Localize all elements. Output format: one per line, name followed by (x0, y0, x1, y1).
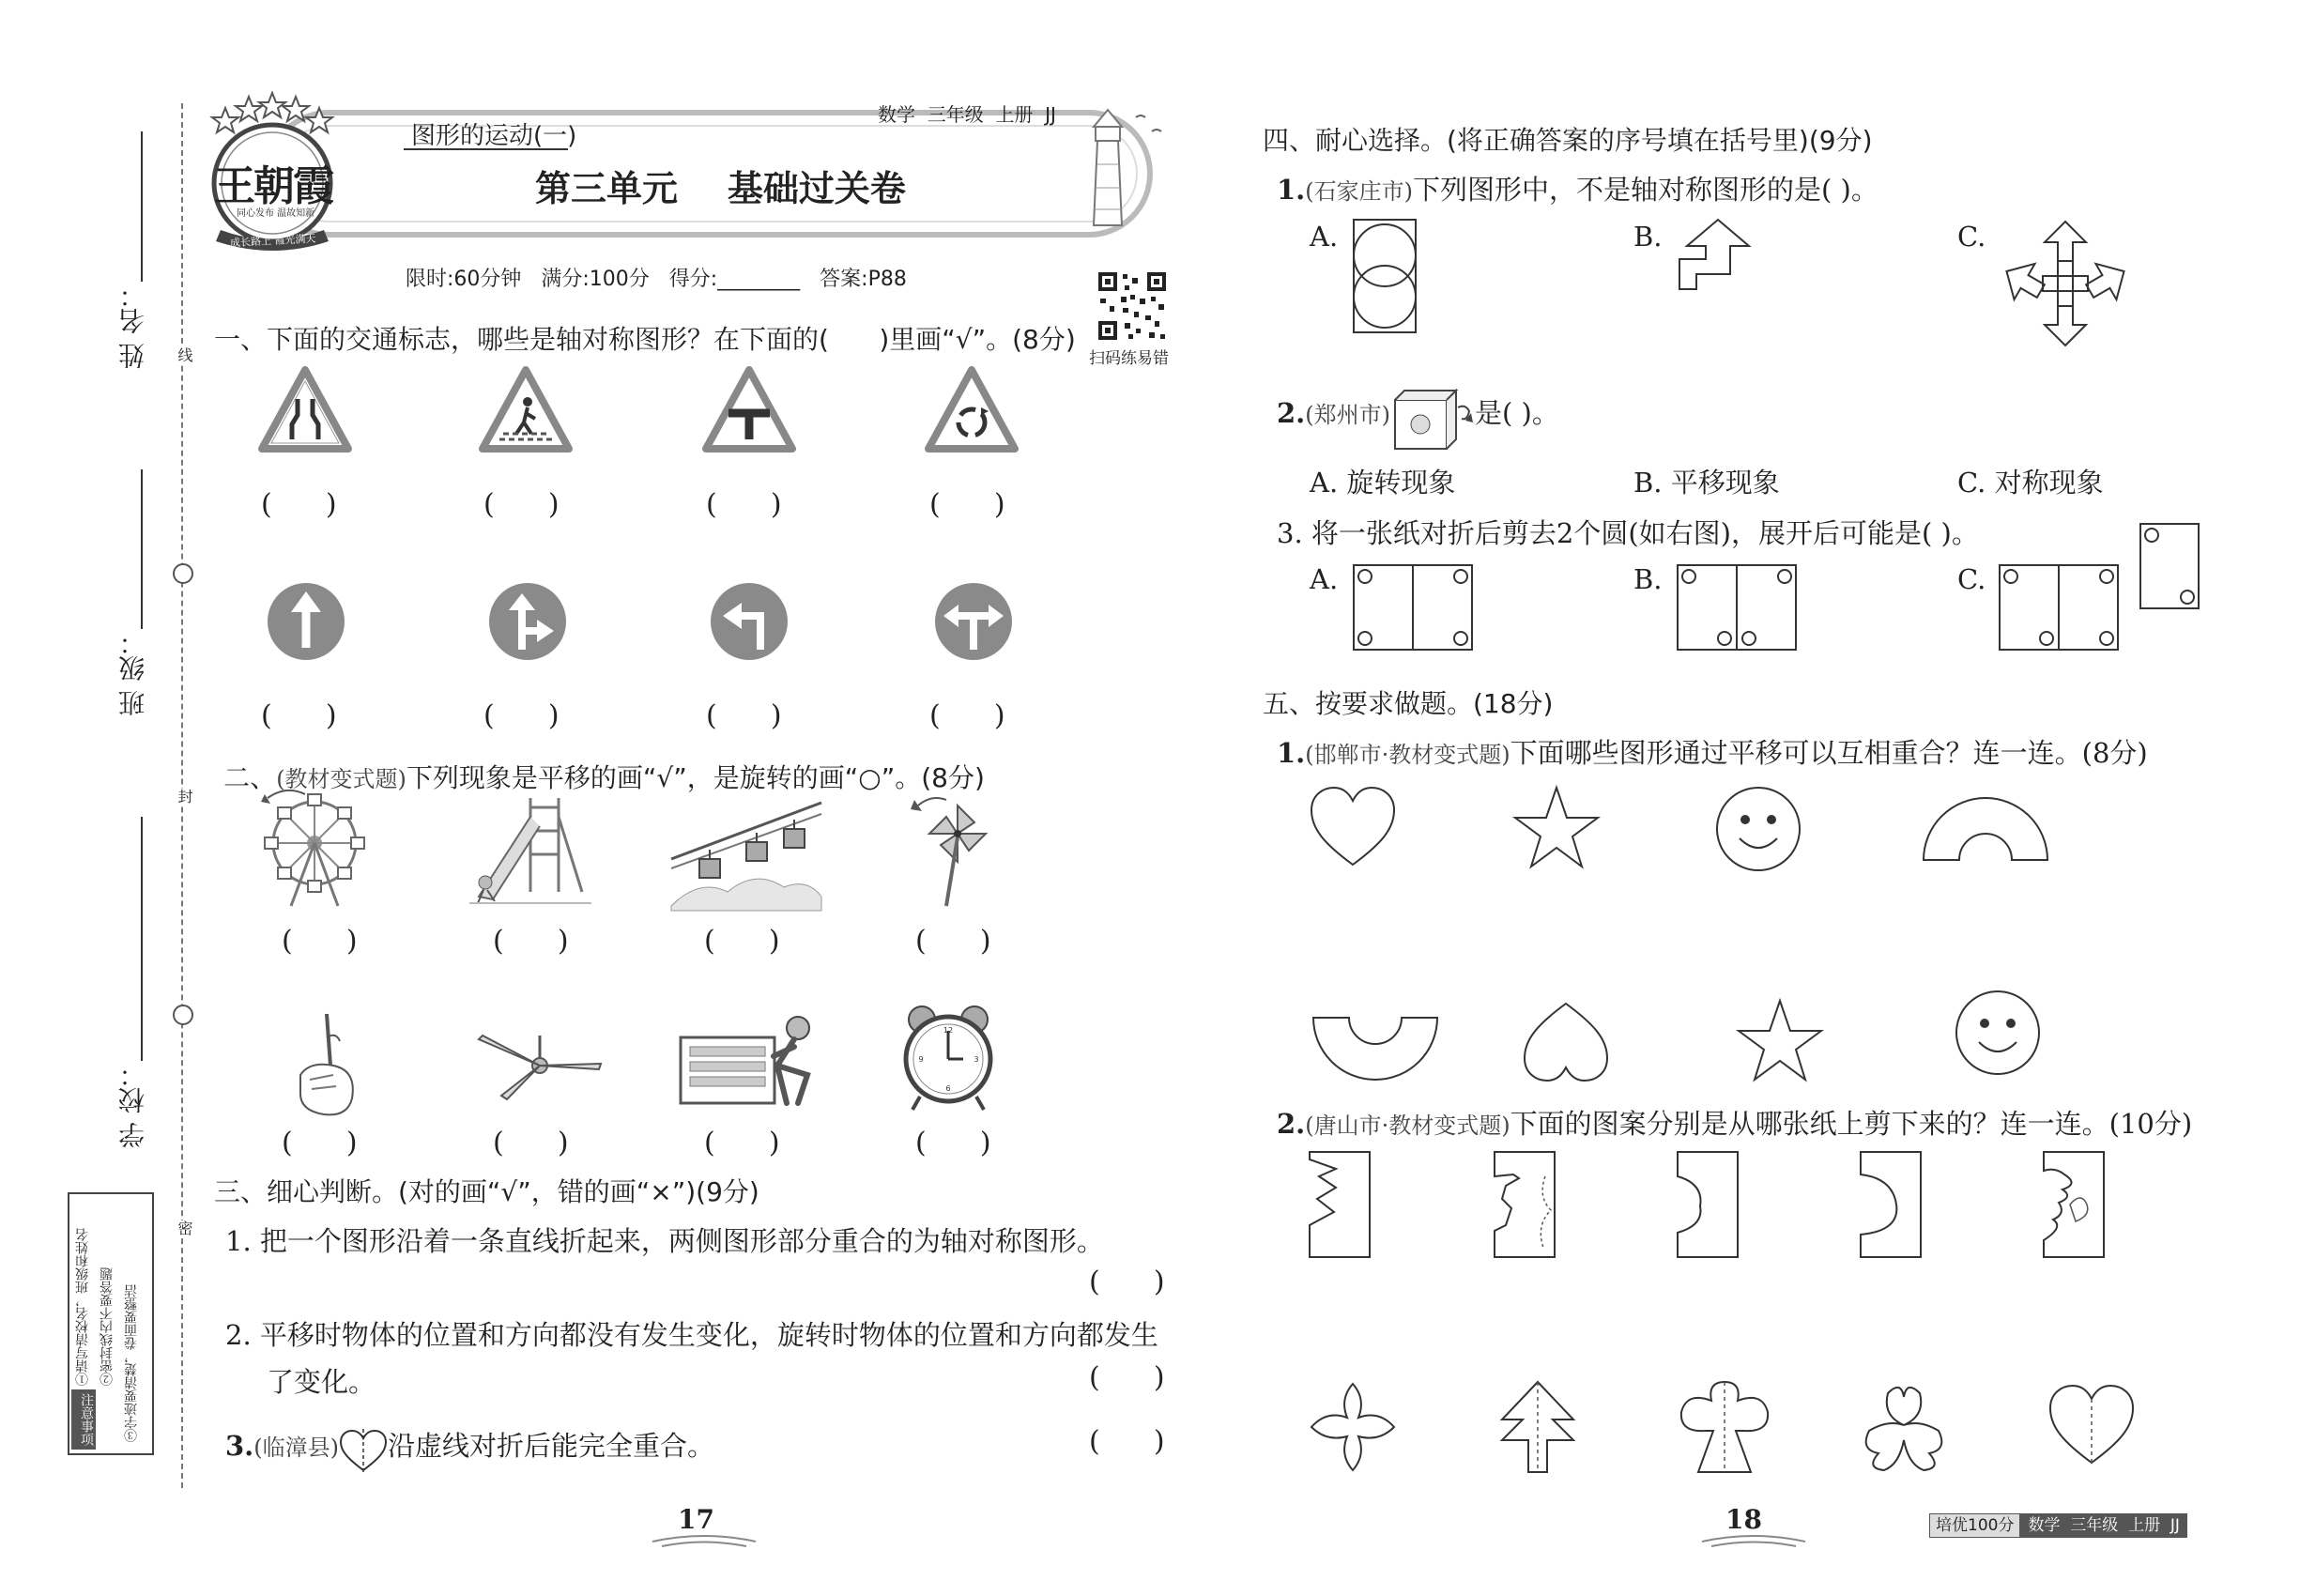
sec3-q1: 1. 把一个图形沿着一条直线折起来，两侧图形部分重合的为轴对称图形。 (225, 1225, 1104, 1257)
sec2-answer-3[interactable]: ( ) (704, 925, 780, 958)
sec3-q3-text: 沿虚线对折后能完全重合。 (388, 1430, 715, 1462)
sec4-q3-opt-c-label: C. (1957, 563, 1986, 595)
sec5-q2-text: 下面的图案分别是从哪张纸上剪下来的？连一连。(10分) (1510, 1108, 2193, 1140)
sec2-answer-6[interactable]: ( ) (493, 1127, 569, 1159)
qr-code-icon (1096, 270, 1168, 342)
mushroom-pattern[interactable] (1676, 1378, 1773, 1476)
sec1-heading: 一、下面的交通标志，哪些是轴对称图形？在下面的( )里画“√”。(8分) (214, 324, 1076, 355)
star-shape-bottom[interactable] (1735, 997, 1825, 1083)
sec4-q2-opt-c: C. 对称现象 (1957, 467, 2104, 499)
bent-arrow-shape (1676, 218, 1760, 293)
sec5-q1-tag: (邯郸市·教材变式题) (1305, 742, 1510, 768)
cable-car-icon (671, 793, 821, 915)
smiley-shape-bottom[interactable] (1953, 988, 2043, 1078)
clover-pattern[interactable] (1854, 1378, 1954, 1476)
ceiling-fan-icon (469, 1028, 610, 1103)
sign-roundabout-icon (925, 366, 1019, 453)
folded-paper-4[interactable] (1859, 1150, 1924, 1261)
pinwheel-icon (901, 789, 1004, 911)
sec4-q1-tag: (石家庄市) (1305, 178, 1414, 205)
logo-sub1: 同心发布 温故知新 (237, 208, 315, 219)
slide-icon (465, 789, 596, 911)
cut-dot-2 (173, 1005, 193, 1025)
folded-paper-1[interactable] (1308, 1150, 1373, 1261)
school-label: 学 校： (117, 1061, 148, 1148)
two-circles-shape (1352, 218, 1418, 335)
sign-narrow-road-icon (258, 366, 352, 453)
sec4-q1-text: 下列图形中，不是轴对称图形的是( )。 (1413, 174, 1878, 206)
sec1-answer-7[interactable]: ( ) (706, 699, 782, 732)
unfolded-paper-c (1998, 563, 2120, 652)
jack-in-box-icon (1390, 383, 1475, 453)
ferris-wheel-icon (253, 789, 376, 911)
sign-turn-left-icon (710, 582, 789, 661)
unfolded-paper-b (1676, 563, 1798, 652)
page-ornament-right (1697, 1532, 1810, 1551)
heart-shape-bottom[interactable] (1521, 1000, 1611, 1084)
sign-pedestrian-icon (479, 366, 573, 453)
sec1-answer-3[interactable]: ( ) (706, 488, 782, 521)
class-label: 班 级： (117, 629, 148, 716)
sec3-answer-2[interactable]: ( ) (1089, 1361, 1165, 1394)
page-ornament-left (648, 1532, 760, 1551)
svg-text:9: 9 (918, 1055, 924, 1064)
sec2-answer-2[interactable]: ( ) (493, 925, 569, 958)
sign-straight-icon (267, 582, 345, 661)
sec4-q2-num: 2. (1277, 397, 1306, 429)
sec4-q3-opt-a-label: A. (1310, 563, 1339, 595)
arch-shape-bottom[interactable] (1310, 1014, 1441, 1084)
sec2-answer-7[interactable]: ( ) (704, 1127, 780, 1159)
sec2-heading-tag: (教材变式题) (276, 766, 406, 792)
sec3-answer-1[interactable]: ( ) (1089, 1266, 1165, 1298)
exam-info: 限时:60分钟 满分:100分 得分:________ 答案:P88 (406, 268, 907, 291)
sec2-heading-post: 下列现象是平移的画“√”，是旋转的画“○”。(8分) (406, 762, 985, 793)
cut-mark-3: 密 (176, 1220, 193, 1235)
name-line (141, 131, 143, 282)
sign-left-right-icon (934, 582, 1013, 661)
four-arrows-shape (2000, 218, 2131, 349)
sec3-heading: 三、细心判断。(对的画“√”，错的画“×”)(9分) (214, 1176, 759, 1207)
meta: 数学 三年级 上册 JJ (878, 103, 1056, 126)
sign-straight-or-right-icon (488, 582, 567, 661)
notice-item-3: ③字迹要清楚，卷面要整洁 (124, 1284, 139, 1442)
name-label: 姓 名： (117, 282, 148, 369)
cut-dot-1 (173, 563, 193, 584)
heart-shape-top[interactable] (1308, 784, 1398, 868)
page-title: 第三单元 基础过关卷 (535, 168, 906, 209)
svg-text:12: 12 (943, 1026, 954, 1035)
notice-item-2: ②密封线内不要答题 (100, 1267, 115, 1386)
unfolded-paper-a (1352, 563, 1474, 652)
cut-mark-2: 封 (176, 789, 193, 804)
footer-series-meta: 数学 三年级 上册 JJ (2020, 1513, 2186, 1538)
dashed-heart-icon (339, 1429, 388, 1474)
pencil-sharpening-icon (282, 1009, 366, 1122)
sec3-answer-3[interactable]: ( ) (1089, 1425, 1165, 1458)
lighthouse-icon (1075, 99, 1178, 230)
smiley-shape-top[interactable] (1713, 784, 1803, 874)
sec4-q1-opt-b-label: B. (1633, 221, 1663, 253)
sec5-q1 (1277, 732, 2148, 771)
sec2-answer-1[interactable]: ( ) (282, 925, 358, 958)
sec4-q2-opt-a: A. 旋转现象 (1310, 467, 1456, 499)
sec3-q3-num: 3. (225, 1430, 254, 1462)
page-number-right: 18 (1725, 1504, 1762, 1535)
sec3-q2-line2: 了变化。 (267, 1366, 376, 1398)
sec4-q2-tag: (郑州市) (1305, 402, 1391, 428)
sec2-heading (214, 740, 985, 795)
alarm-clock-icon (901, 1003, 995, 1115)
sec4-q1-num: 1. (1277, 174, 1306, 206)
class-line (141, 469, 143, 629)
sec2-answer-5[interactable]: ( ) (282, 1127, 358, 1159)
folded-paper-5[interactable] (2042, 1150, 2108, 1261)
cross-flower-pattern[interactable] (1308, 1380, 1398, 1474)
sec5-heading: 五、按要求做题。(18分) (1263, 688, 1554, 719)
sec1-answer-8[interactable]: ( ) (929, 699, 1005, 732)
folded-paper-2[interactable] (1493, 1150, 1558, 1261)
sec1-answer-5[interactable]: ( ) (261, 699, 337, 732)
logo-text: 王朝霞 (214, 162, 332, 210)
page-number-left: 17 (678, 1504, 714, 1535)
sec1-answer-6[interactable]: ( ) (483, 699, 560, 732)
arch-shape-top[interactable] (1920, 789, 2051, 864)
sec4-q3-opt-b-label: B. (1633, 563, 1663, 595)
topic-underline (404, 148, 568, 150)
sec2-answer-8[interactable]: ( ) (915, 1127, 991, 1159)
sec4-q2 (1277, 383, 1559, 453)
sec4-q1-opt-c-label: C. (1957, 221, 1986, 253)
sec2-answer-4[interactable]: ( ) (915, 925, 991, 958)
sec3-q2-line1: 2. 平移时物体的位置和方向都没有发生变化，旋转时物体的位置和方向都发生 (225, 1319, 1158, 1351)
notice-title: 注意事项 (71, 1389, 96, 1450)
sec5-q1-text: 下面哪些图形通过平移可以互相重合？连一连。(8分) (1510, 737, 2148, 769)
sec4-q2-opt-b: B. 平移现象 (1633, 467, 1780, 499)
sec4-q1 (1277, 169, 1878, 207)
sec4-q2-text: 是( )。 (1475, 397, 1559, 429)
sec3-q3-tag: (临漳县) (253, 1435, 340, 1461)
sec1-answer-1[interactable]: ( ) (261, 488, 337, 521)
sec4-q3: 3. 将一张纸对折后剪去2个圆(如右图)，展开后可能是( )。 (1277, 517, 1979, 549)
sec5-q2-num: 2. (1277, 1108, 1306, 1140)
footer-band (1929, 1513, 2230, 1538)
topic: 图形的运动(一) (411, 122, 577, 150)
sec4-heading: 四、耐心选择。(将正确答案的序号填在括号里)(9分) (1263, 125, 1873, 156)
notice-item-1: ①请写清校名，班级和姓名 (75, 1228, 90, 1386)
pushing-box-icon (676, 1009, 836, 1113)
folded-paper-reference (2139, 522, 2200, 610)
sec3-q3 (225, 1425, 714, 1474)
folded-paper-3[interactable] (1676, 1150, 1741, 1261)
sec2-heading-pre: 二、 (223, 762, 277, 793)
sec1-answer-2[interactable]: ( ) (483, 488, 560, 521)
school-line (141, 817, 143, 1061)
sec4-q1-opt-a-label: A. (1310, 221, 1339, 253)
sec5-q2-tag: (唐山市·教材变式题) (1305, 1113, 1510, 1139)
heart-pattern[interactable] (2047, 1382, 2137, 1466)
cut-mark-1: 线 (176, 347, 193, 362)
svg-text:3: 3 (974, 1055, 979, 1064)
svg-text:6: 6 (945, 1084, 951, 1093)
footer-series: 培优100分 (1929, 1513, 2020, 1538)
logo-sub2: 成长路上 霞光满天 (229, 232, 316, 250)
sec5-q2 (1277, 1103, 2192, 1142)
sec5-q1-num: 1. (1277, 737, 1306, 769)
sign-t-junction-icon (702, 366, 796, 453)
qr-caption: 扫码练易错 (1089, 349, 1169, 368)
star-shape-top[interactable] (1511, 784, 1602, 870)
sec1-answer-4[interactable]: ( ) (929, 488, 1005, 521)
tree-arrow-pattern[interactable] (1493, 1378, 1583, 1476)
